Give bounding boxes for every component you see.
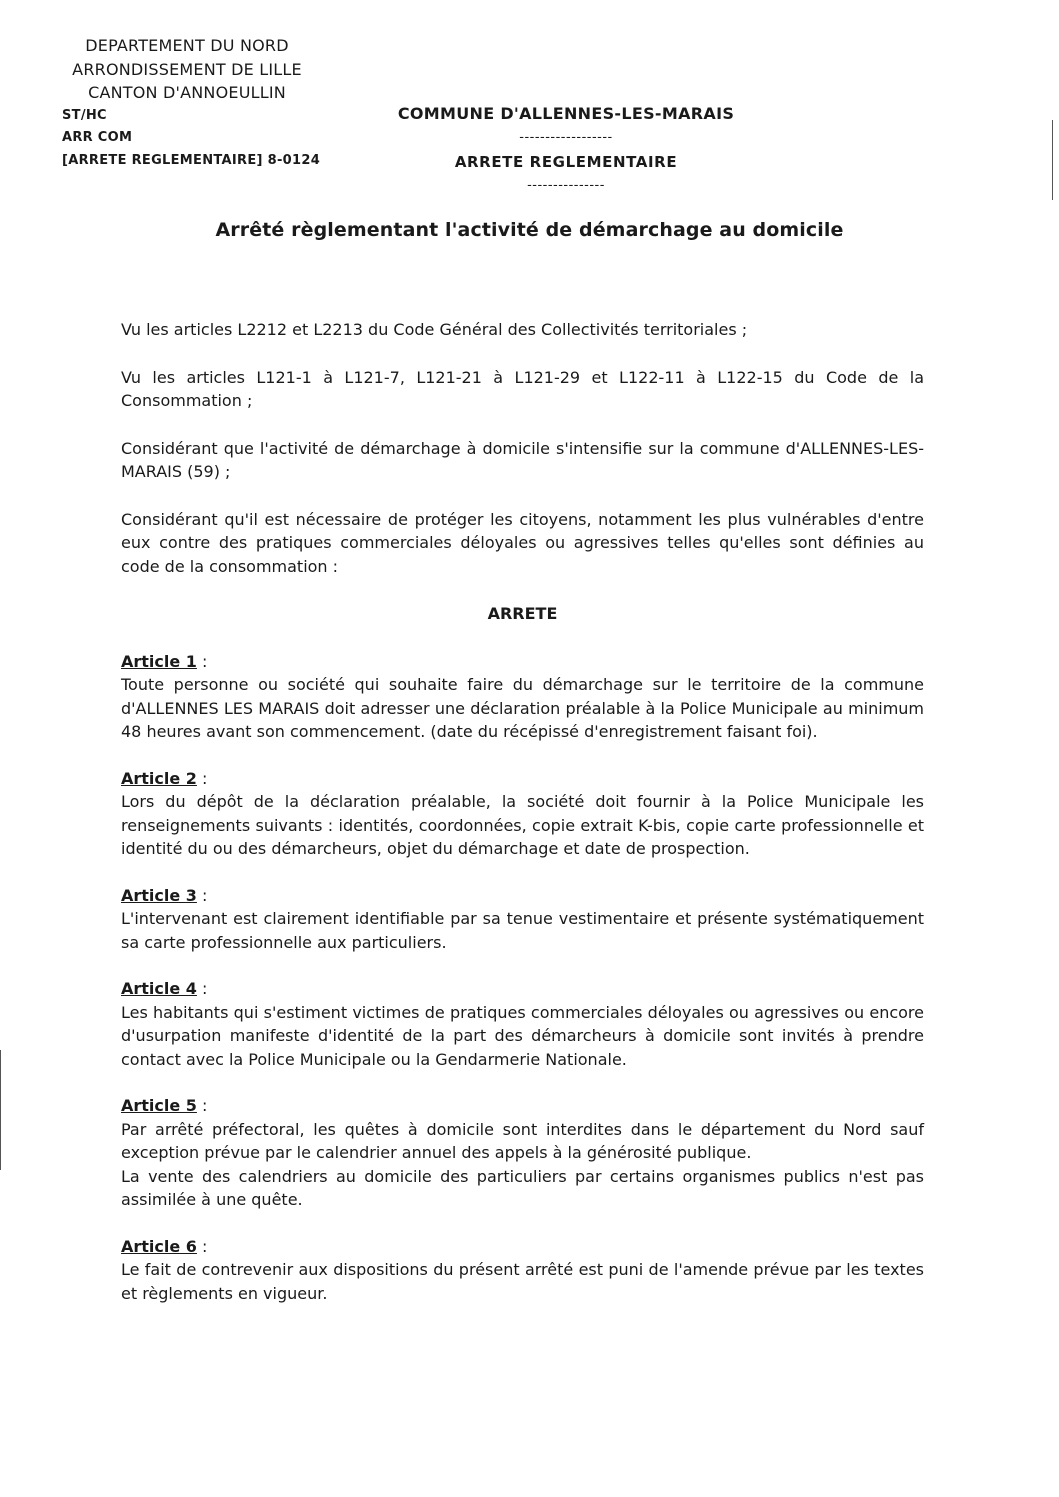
article-title: Article 1 [121, 651, 197, 671]
preamble-paragraph: Vu les articles L121-1 à L121-7, L121-21 à L121-29 et L122-11 à L122-15 du Code de la Consommation ; [121, 367, 924, 410]
arrete-heading: ARRETE [487, 604, 558, 623]
arrete-type: ARRETE REGLEMENTAIRE [454, 153, 678, 171]
article-title: Article 2 [121, 768, 197, 788]
canton-line: CANTON D'ANNOEULLIN [88, 83, 286, 102]
article-text: Le fait de contrevenir aux dispositions du présent arrêté est puni de l'amende prévue par les textes et règlements en vigueur. [121, 1260, 924, 1303]
article-5: Article 5 : Par arrêté préfectoral, les quêtes à domicile sont interdites dans le département du Nord sauf exception prévue par le calendrier annuel des appels à la générosité publique. La vente des calendriers au domicile des particuliers par certains organismes publics n'est pas assimilée à une quête. [121, 1094, 924, 1212]
arrondissement-line: ARRONDISSEMENT DE LILLE [72, 59, 302, 79]
administrative-header [62, 34, 321, 172]
document-title: Arrêté règlementant l'activité de démarchage au domicile [215, 219, 844, 241]
article-title: Article 3 [121, 885, 197, 905]
preamble-paragraph: Vu les articles L2212 et L2213 du Code Général des Collectivités territoriales ; [121, 320, 748, 339]
article-6: Article 6 : Le fait de contrevenir aux dispositions du présent arrêté est puni de l'amende prévue par les textes et règlements en vigueur. [121, 1235, 924, 1306]
commune-name: COMMUNE D'ALLENNES-LES-MARAIS [397, 104, 735, 123]
article-text: Par arrêté préfectoral, les quêtes à domicile sont interdites dans le département du Nord sauf exception prévue par le calendrier annuel des appels à la générosité publique. [121, 1119, 924, 1162]
article-title: Article 4 [121, 979, 197, 998]
article-text: Lors du dépôt de la déclaration préalable, la société doit fournir à la Police Municipale les renseignements suivants : identités, coordonnées, copie extrait K-bis, copie carte professionnelle et identité du ou des démarcheurs, objet du démarchage et date de prospection. [121, 792, 924, 858]
commune-header [380, 102, 752, 198]
document-body [121, 318, 924, 1328]
article-title: Article 5 [121, 1096, 197, 1115]
preamble-paragraph: Considérant que l'activité de démarchage à domicile s'intensifie sur la commune d'ALLENNES-LES-MARAIS (59) ; [121, 438, 924, 481]
article-text: L'intervenant est clairement identifiable par sa tenue vestimentaire et présente systématiquement sa carte professionnelle aux particuliers. [121, 909, 924, 952]
article-text: Les habitants qui s'estiment victimes de pratiques commerciales déloyales ou agressives ou encore d'usurpation manifeste d'identité de la part des démarcheurs à domicile sont invités à prendre contact avec la Police Municipale ou la Gendarmerie Nationale. [121, 1002, 924, 1069]
article-text: Toute personne ou société qui souhaite faire du démarchage sur le territoire de la commune d'ALLENNES LES MARAIS doit adresser une déclaration préalable à la Police Municipale au minimum 48 heures avant son commencement. (date du récépissé d'enregistrement faisant foi). [121, 675, 924, 741]
scan-edge-mark [1052, 120, 1053, 200]
article-4: Article 4 : Les habitants qui s'estiment victimes de pratiques commerciales déloyales ou agressives ou encore d'usurpation manifeste d'identité de la part des démarcheurs à domicile sont invités à prendre contact avec la Police Municipale ou la Gendarmerie Nationale. [121, 977, 924, 1071]
separator: --------------- [527, 178, 605, 193]
ref-initials: ST/HC [62, 107, 107, 123]
scan-edge-mark [0, 1050, 1, 1170]
article-title: Article 6 [121, 1236, 197, 1256]
ref-number: [ARRETE REGLEMENTAIRE] 8-0124 [62, 152, 321, 168]
article-3: Article 3 : L'intervenant est clairement identifiable par sa tenue vestimentaire et présente systématiquement sa carte professionnelle aux particuliers. [121, 884, 924, 955]
separator: ------------------ [519, 130, 613, 145]
preamble-paragraph: Considérant qu'il est nécessaire de protéger les citoyens, notamment les plus vulnérables d'entre eux contre des pratiques commerciales déloyales ou agressives telles qu'elles sont définies au code de la consommation : [121, 509, 924, 576]
departement-line: DEPARTEMENT DU NORD [85, 36, 289, 55]
article-text: La vente des calendriers au domicile des particuliers par certains organismes publics n'est pas assimilée à une quête. [121, 1166, 924, 1209]
article-2: Article 2 : Lors du dépôt de la déclaration préalable, la société doit fournir à la Police Municipale les renseignements suivants : identités, coordonnées, copie extrait K-bis, copie carte professionnelle et identité du ou des démarcheurs, objet du démarchage et date de prospection. [121, 767, 924, 861]
article-1: Article 1 : Toute personne ou société qui souhaite faire du démarchage sur le territoire de la commune d'ALLENNES LES MARAIS doit adresser une déclaration préalable à la Police Municipale au minimum 48 heures avant son commencement. (date du récépissé d'enregistrement faisant foi). [121, 650, 924, 744]
ref-category: ARR COM [62, 130, 133, 145]
